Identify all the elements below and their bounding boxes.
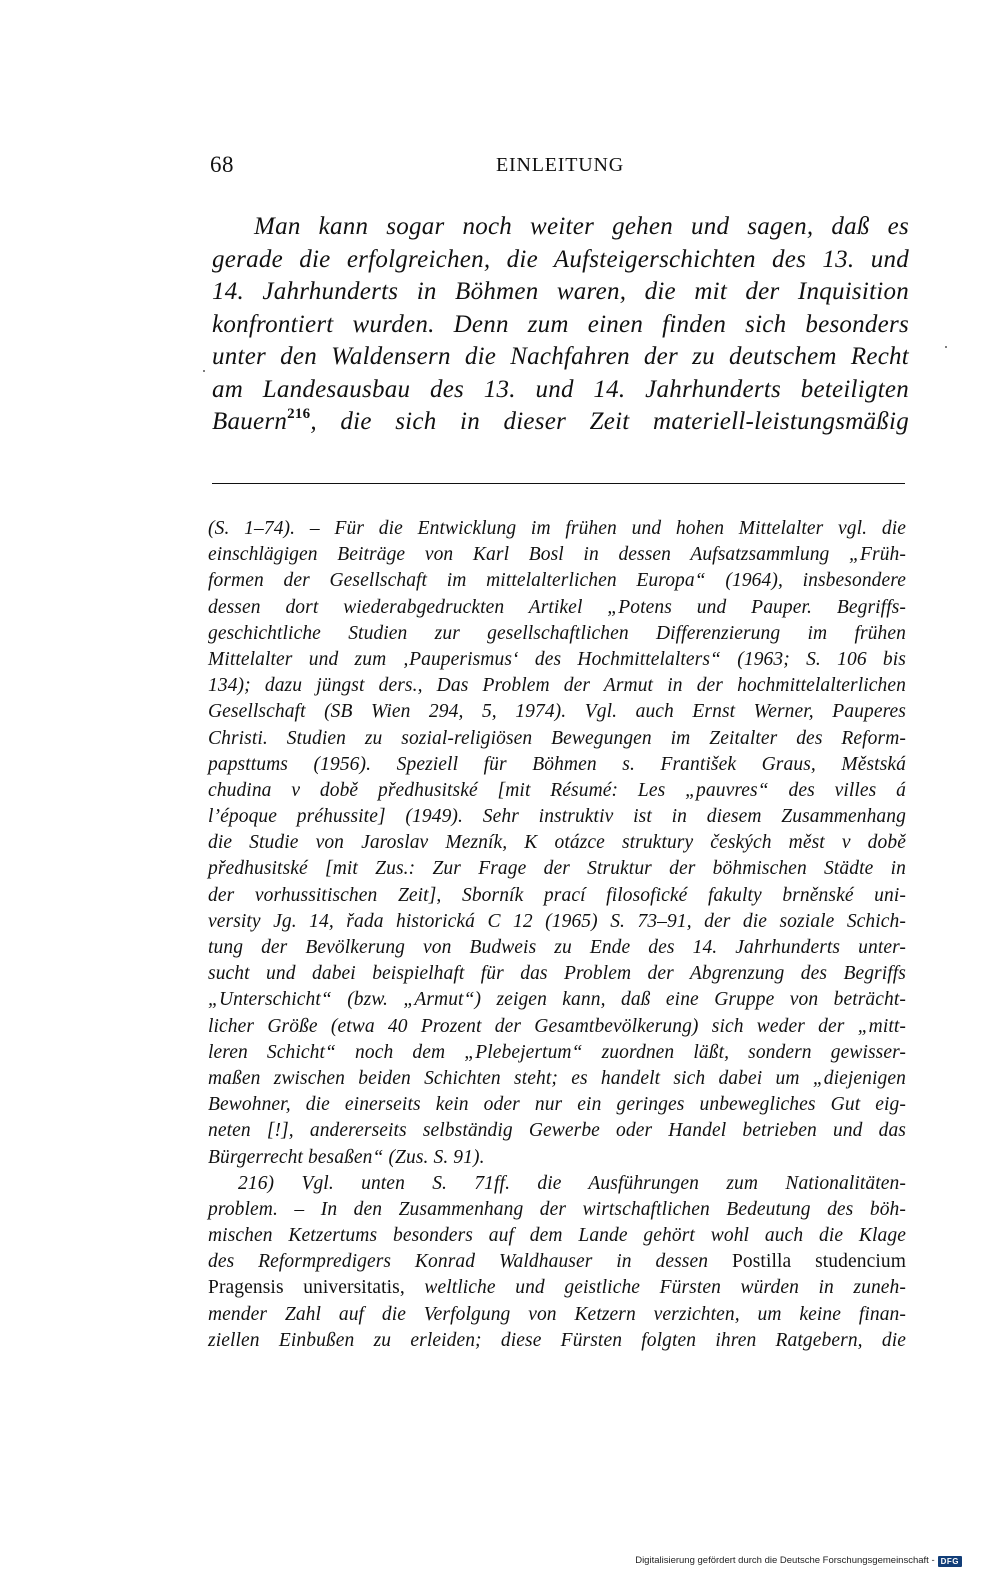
footnote-line: „Unterschicht“ (bzw. „Armut“) zeigen kann, daß eine Gruppe von beträcht- [208,989,906,1011]
footnote-line: versity Jg. 14, řada historická C 12 (1965) S. 73–91, der die soziale Schich- [208,910,906,932]
footnote-line: (S. 1–74). – Für die Entwicklung im frühen und hohen Mittelalter vgl. die [208,518,906,539]
footnote-line: leren Schicht“ noch dem „Plebejertum“ zuordnen läßt, sondern gewisser- [208,1041,906,1063]
footnote-216-line: problem. – In den Zusammenhang der wirtschaftlichen Bedeutung des böh- [208,1198,906,1220]
main-text-fragment: Bauern [212,408,288,435]
footnote-216-line: mischen Ketzertums besonders auf dem Lande gehört wohl auch die Klage [208,1225,906,1247]
digitization-credit [635,1555,962,1567]
footnote-216-fragment: weltliche und geistliche Fürsten würden in zuneh- [404,1277,906,1299]
footnote-line: tung der Bevölkerung von Budweis zu Ende des 14. Jahrhunderts unter- [208,937,906,958]
digitization-credit-text: Digitalisierung gefördert durch die Deutsche Forschungsgemeinschaft - [635,1555,935,1566]
footnote-line: dessen dort wiederabgedruckten Artikel „Potens und Pauper. Begriffs- [208,596,906,618]
footnote-line: die Studie von Jaroslav Mezník, K otázce struktury českých měst v době [208,832,906,854]
footnote-line: chudina v době předhusitské [mit Résumé: Les „pauvres“ des villes á [208,779,906,801]
footnote-line: geschichtliche Studien zur gesellschaftlichen Differenzierung im frühen [208,622,906,644]
footnote-216-line [208,1249,906,1275]
footnote-line: Gesellschaft (SB Wien 294, 5, 1974). Vgl. auch Ernst Werner, Pauperes [208,701,906,723]
footnote-216-line: mender Zahl auf die Verfolgung von Ketzern verzichten, um keine finan- [208,1303,906,1325]
running-head: EINLEITUNG [496,154,624,176]
footnote-line: Mittelalter und zum ‚Pauperismus‘ des Hochmittelalters“ (1963; S. 106 bis [208,648,906,670]
page-header [210,150,910,180]
page-number: 68 [210,152,234,177]
footnote-line: předhusitské [mit Zus.: Zur Frage der Struktur der böhmischen Städte in [208,858,906,880]
dfg-logo: DFG [938,1556,962,1567]
footnote-216-line [208,1275,906,1301]
footnote-line: Bürgerrecht besaßen“ (Zus. S. 91). [208,1146,485,1168]
footnote-216-line: 216) Vgl. unten S. 71ff. die Ausführungen zum Nationalitäten- [238,1172,906,1194]
footnote-line: formen der Gesellschaft im mittelalterlichen Europa“ (1964), insbesondere [208,570,906,592]
footnote-line: papsttums (1956). Speziell für Böhmen s. František Graus, Městská [208,753,906,775]
footnote-line: maßen zwischen beiden Schichten steht; es handelt sich dabei um „diejenigen [208,1067,906,1089]
footnote-reference[interactable]: 216 [287,405,311,422]
footnote-line: Christi. Studien zu sozial-religiösen Bewegungen im Zeitalter des Reform- [208,727,906,749]
scan-speck [203,370,205,372]
main-text-line: gerade die erfolgreichen, die Aufsteigerschichten des 13. und [212,245,909,273]
footnote-line: der vorhussitischen Zeit], Sborník prací filosofické fakulty brněnské uni- [208,884,906,906]
footnote-216-fragment: des Reformpredigers Konrad Waldhauser in dessen [208,1251,732,1273]
main-text-line: 14. Jahrhunderts in Böhmen waren, die mit der Inquisition [212,278,909,305]
footnote-216-title-fragment: Pragensis universitatis, [208,1277,405,1299]
main-text-block [212,211,909,439]
scan-speck [945,346,947,348]
footnote-line: neten [!], andererseits selbständig Gewerbe oder Handel betrieben und das [208,1120,906,1142]
main-text-line: unter den Waldensern die Nachfahren der zu deutschem Recht [212,343,909,370]
main-text-line: am Landesausbau des 13. und 14. Jahrhunderts beteiligten [212,375,909,403]
main-text-last-line [212,406,909,439]
footnote-separator-rule [212,483,905,484]
footnote-216-title-fragment: Postilla studencium [731,1251,907,1273]
main-text-fragment: , die sich in dieser Zeit materiell-leistungsmäßig [310,408,909,435]
footnote-line: l’époque préhussite] (1949). Sehr instruktiv ist in diesem Zusammenhang [208,806,906,828]
footnotes-block [208,516,906,1354]
footnote-216-line: ziellen Einbußen zu erleiden; diese Fürsten folgten ihren Ratgebern, die [208,1329,906,1351]
main-text-line: konfrontiert wurden. Denn zum einen finden sich besonders [212,310,909,338]
footnote-line: sucht und dabei beispielhaft für das Problem der Abgrenzung des Begriffs [208,963,906,985]
main-text-line: Man kann sogar noch weiter gehen und sagen, daß es [254,213,909,240]
footnote-line: 134); dazu jüngst ders., Das Problem der Armut in der hochmittelalterlichen [208,675,906,697]
footnote-line: licher Größe (etwa 40 Prozent der Gesamtbevölkerung) sich weder der „mitt- [208,1015,906,1037]
footnote-line: einschlägigen Beiträge von Karl Bosl in dessen Aufsatzsammlung „Früh- [208,544,906,566]
footnote-line: Bewohner, die einerseits kein oder nur ein geringes unbewegliches Gut eig- [208,1094,906,1116]
